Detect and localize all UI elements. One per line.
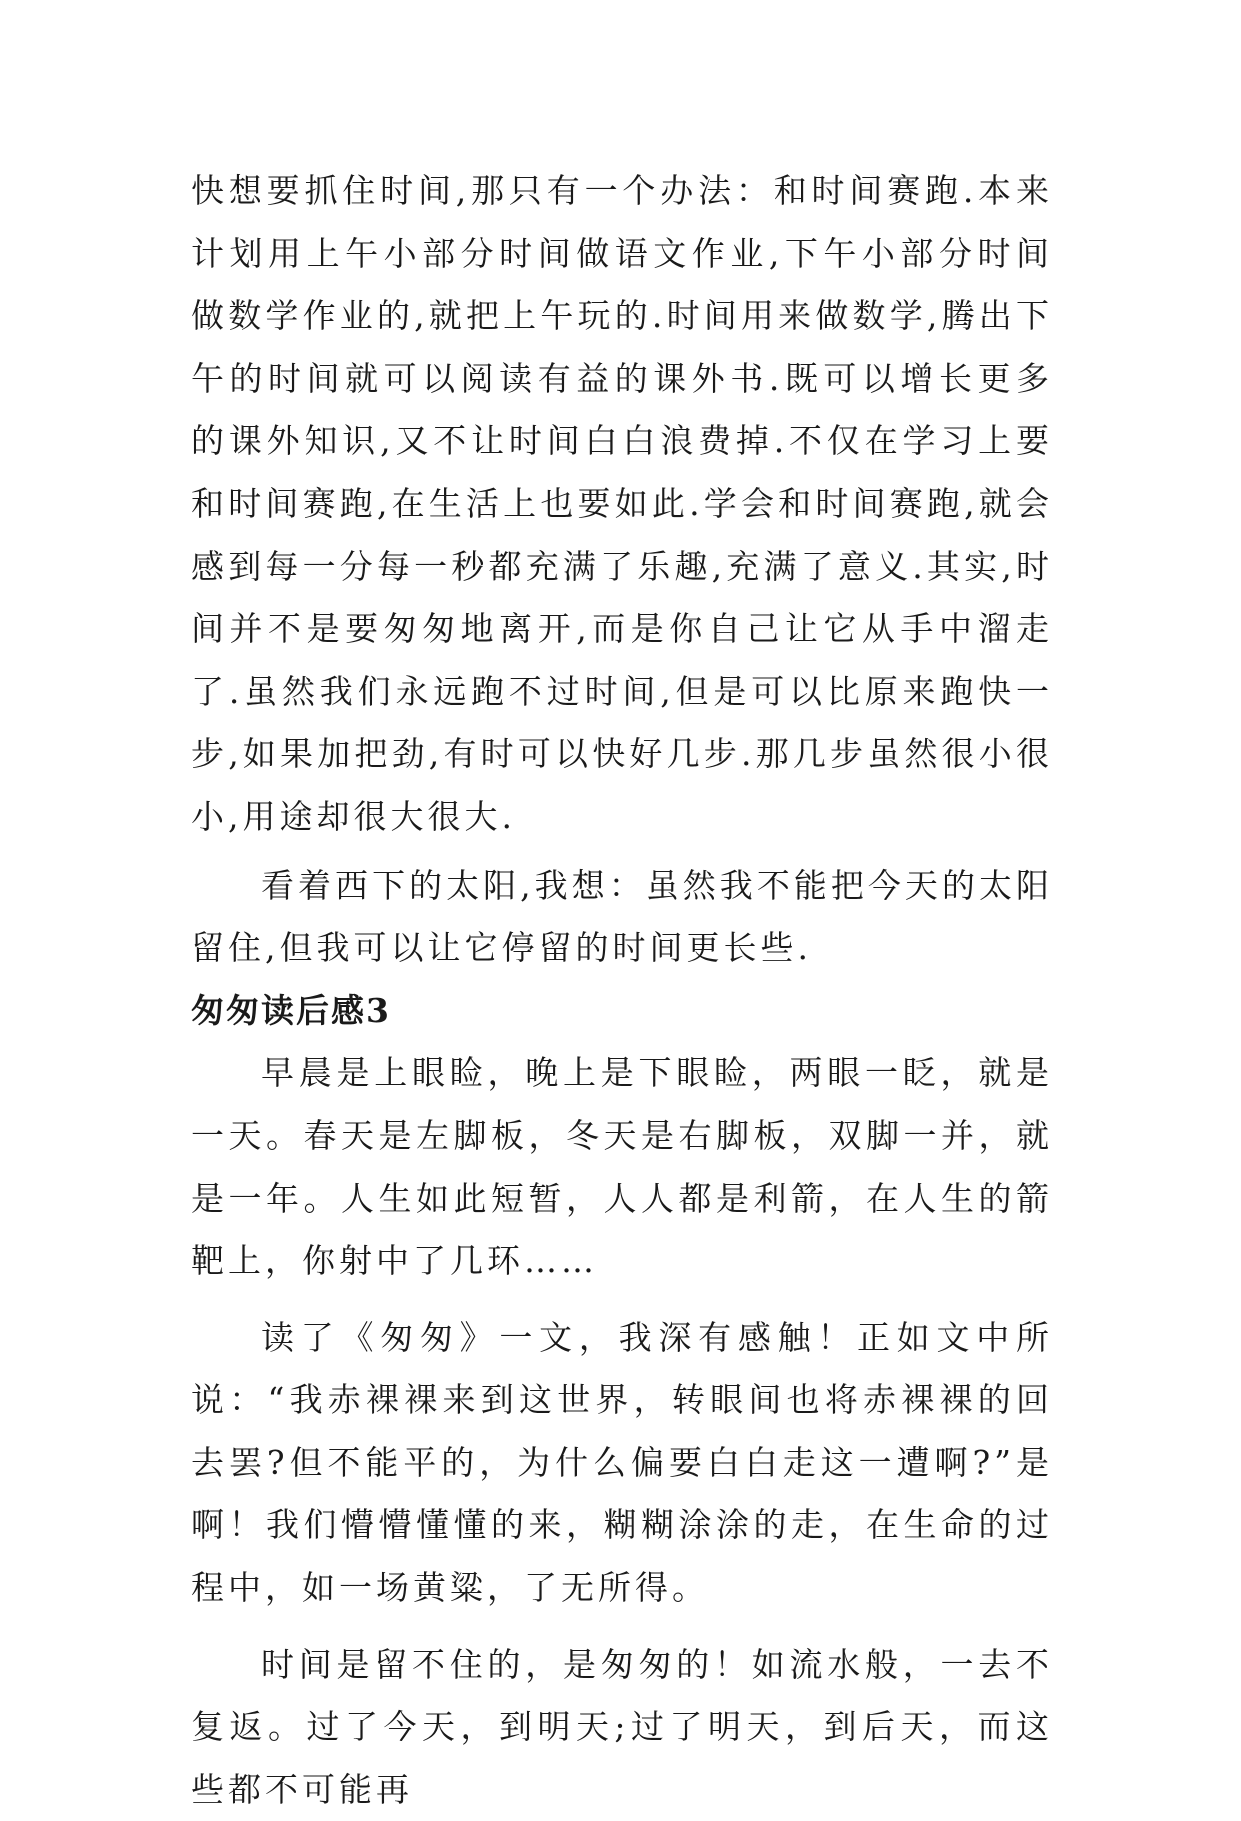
- body-paragraph: 快想要抓住时间,那只有一个办法：和时间赛跑.本来计划用上午小部分时间做语文作业,下午小部分时间做数学作业的,就把上午玩的.时间用来做数学,腾出下午的时间就可以阅读有益的课外书.既可以增长更多的课外知识,又不让时间白白浪费掉.不仅在学习上要和时间赛跑,在生活上也要如此.学会和时间赛跑,就会感到每一分每一秒都充满了乐趣,充满了意义.其实,时间并不是要匆匆地离开,而是你自己让它从手中溜走了.虽然我们永远跑不过时间,但是可以比原来跑快一步,如果加把劲,有时可以快好几步.那几步虽然很小很小,用途却很大很大.: [191, 171, 1053, 836]
- body-paragraph: 时间是留不住的，是匆匆的！如流水般，一去不复返。过了今天，到明天;过了明天，到后天，而这些都不可能再: [191, 1644, 1053, 1809]
- section-heading: 匆匆读后感3: [191, 990, 391, 1030]
- document-body: [191, 160, 1053, 1821]
- body-paragraph: 看着西下的太阳,我想：虽然我不能把今天的太阳留住,但我可以让它停留的时间更长些.: [191, 865, 1053, 968]
- paragraph-spacer: [191, 1620, 1053, 1634]
- body-paragraph: 读了《匆匆》一文，我深有感触！正如文中所说：“我赤裸裸来到这世界，转眼间也将赤裸裸的回去罢?但不能平的，为什么偏要白白走这一遭啊?”是啊！我们懵懵懂懂的来，糊糊涂涂的走，在生命的过程中，如一场黄粱，了无所得。: [191, 1317, 1053, 1608]
- paragraph-spacer: [191, 1293, 1053, 1307]
- body-paragraph: 早晨是上眼睑，晚上是下眼睑，两眼一眨，就是一天。春天是左脚板，冬天是右脚板，双脚一并，就是一年。人生如此短暂，人人都是利箭，在人生的箭靶上，你射中了几环……: [191, 1053, 1053, 1281]
